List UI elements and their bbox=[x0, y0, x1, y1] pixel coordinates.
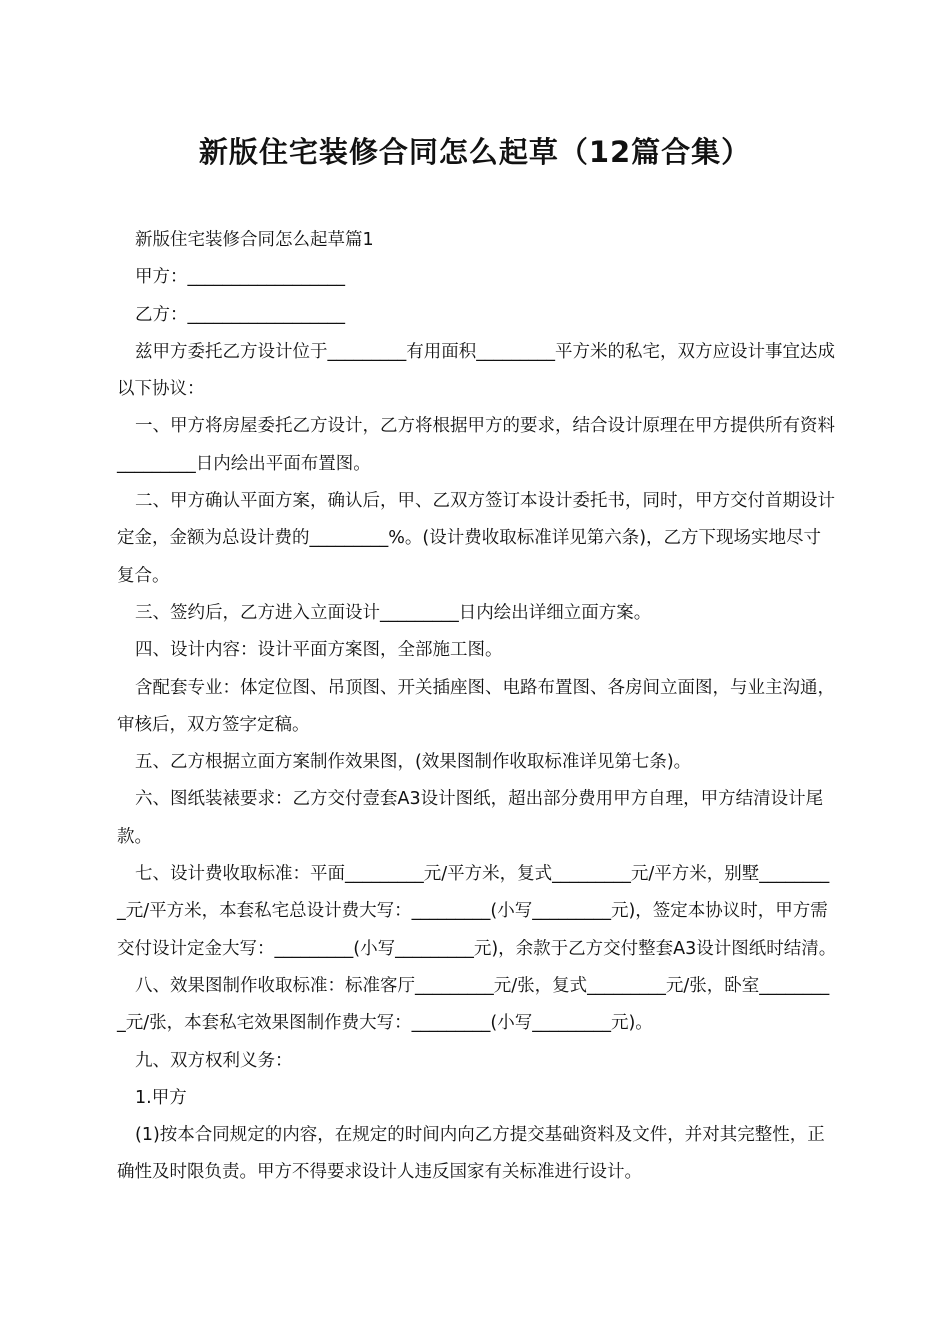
clause-8: 八、效果图制作收取标准：标准客厅_________元/张，复式_________元/张，卧室_________元/张，本套私宅效果图制作费大写：_________(小写_________元)。 bbox=[117, 975, 830, 1034]
clause-9-subheading: 1.甲方 bbox=[135, 1087, 187, 1108]
document-body bbox=[117, 222, 837, 1192]
clause-1: 一、甲方将房屋委托乙方设计，乙方将根据甲方的要求，结合设计原理在甲方提供所有资料_________日内绘出平面布置图。 bbox=[117, 416, 835, 474]
document-title: 新版住宅装修合同怎么起草（12篇合集） bbox=[198, 135, 752, 169]
party-a-line: 甲方：__________________ bbox=[135, 267, 345, 288]
clause-4-detail: 含配套专业：体定位图、吊顶图、开关插座图、电路布置图、各房间立面图，与业主沟通，审核后，双方签字定稿。 bbox=[117, 677, 835, 735]
clause-9: 九、双方权利义务： bbox=[135, 1050, 293, 1071]
preamble-paragraph: 兹甲方委托乙方设计位于_________有用面积_________平方米的私宅，双方应设计事宜达成以下协议： bbox=[117, 341, 835, 400]
clause-2: 二、甲方确认平面方案，确认后，甲、乙双方签订本设计委托书，同时，甲方交付首期设计定金，金额为总设计费的_________%。(设计费收取标准详见第六条)，乙方下现场实地尽寸复合。 bbox=[117, 491, 835, 586]
clause-3: 三、签约后，乙方进入立面设计_________日内绘出详细立面方案。 bbox=[135, 602, 652, 623]
clause-7: 七、设计费收取标准：平面_________元/平方米，复式_________元/平方米，别墅_________元/平方米，本套私宅总设计费大写：_________(小写_________元)，签定本协议时，甲方需交付设计定金大写：_________(小写_________元)，余款于乙方交付整套A3设计图纸时结清。 bbox=[117, 864, 837, 959]
clause-5: 五、乙方根据立面方案制作效果图，(效果图制作收取标准详见第七条)。 bbox=[135, 752, 692, 773]
clause-9-item-1: (1)按本合同规定的内容，在规定的时间内向乙方提交基础资料及文件，并对其完整性，正确性及时限负责。甲方不得要求设计人违反国家有关标准进行设计。 bbox=[117, 1125, 825, 1183]
clause-6: 六、图纸装裱要求：乙方交付壹套A3设计图纸，超出部分费用甲方自理，甲方结清设计尾款。 bbox=[117, 789, 824, 847]
clause-4: 四、设计内容：设计平面方案图，全部施工图。 bbox=[135, 640, 503, 661]
section-heading: 新版住宅装修合同怎么起草篇1 bbox=[135, 230, 374, 250]
party-b-line: 乙方：__________________ bbox=[135, 304, 345, 325]
